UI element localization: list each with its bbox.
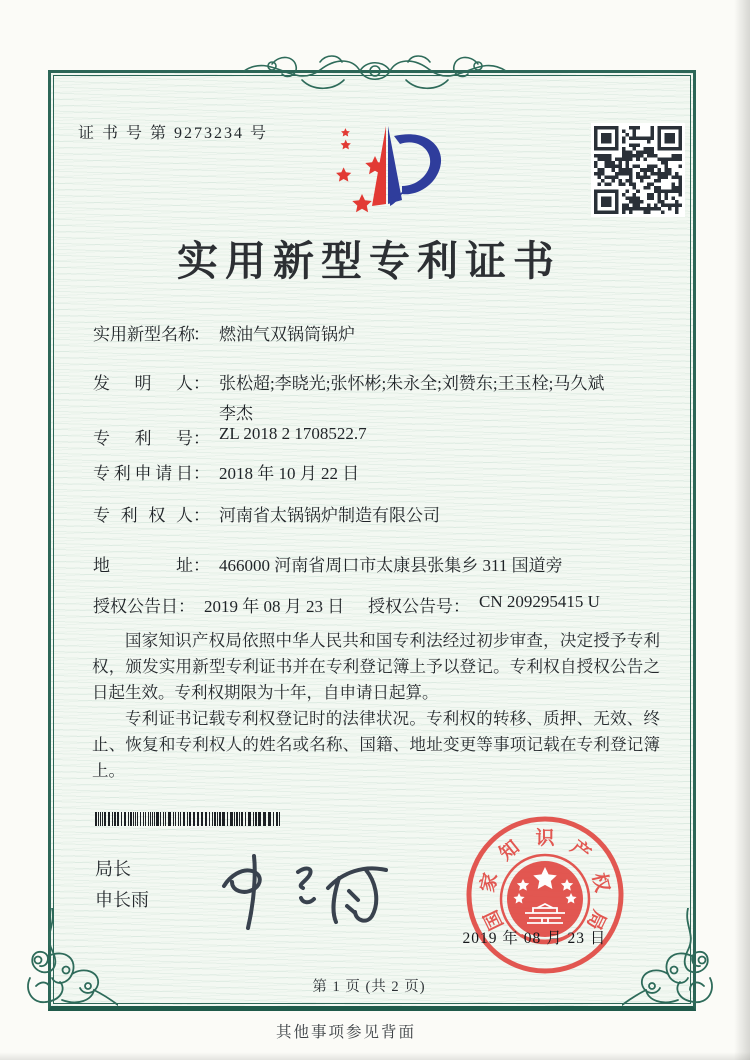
field-grant-date <box>93 592 344 617</box>
seal-ring-char: 国 <box>480 906 508 933</box>
colon: ： <box>193 429 210 448</box>
official-seal <box>463 813 627 977</box>
field-name-label: 实用新型名称 <box>93 325 195 344</box>
field-patentee-value: 河南省太锅锅炉制造有限公司 <box>219 506 440 525</box>
field-inventors-value: 张松超;李晓光;张怀彬;朱永全;刘赞东;王玉栓;马久斌 <box>219 374 605 393</box>
seal-ring-text <box>463 813 627 977</box>
field-patent-number <box>93 424 367 449</box>
field-grant-number <box>368 592 600 617</box>
field-name-value: 燃油气双锅筒锅炉 <box>219 325 355 344</box>
barcode <box>95 812 285 826</box>
qr-code <box>591 123 685 217</box>
director-name: 申长雨 <box>95 890 149 910</box>
field-filing-date-value: 2018 年 10 月 22 日 <box>219 464 360 483</box>
field-address-value: 466000 河南省周口市太康县张集乡 311 国道旁 <box>219 556 563 575</box>
barcode-box <box>95 812 285 831</box>
field-address <box>93 551 563 576</box>
seal-ring-char: 局 <box>582 906 610 933</box>
colon: ： <box>453 597 470 616</box>
field-patent-number-value: ZL 2018 2 1708522.7 <box>219 424 367 443</box>
corner-flourish-right <box>622 908 718 1012</box>
legal-paragraph-1: 国家知识产权局依照中华人民共和国专利法经过初步审查，决定授予专利权，颁发实用新型专利证书并在专利登记簿上予以登记。专利权自授权公告之日起生效。专利权期限为十年，自申请日起算。 <box>92 631 660 702</box>
field-inventors <box>93 369 604 424</box>
field-filing-date <box>93 459 359 484</box>
legal-text <box>92 628 660 784</box>
field-name <box>93 320 355 345</box>
certificate-number: 证 书 号 第 9273234 号 <box>78 125 269 142</box>
field-inventors-value-line2: 李杰 <box>219 404 253 423</box>
director-signature <box>198 836 398 936</box>
colon: ： <box>193 325 210 344</box>
director-block <box>95 854 149 916</box>
colon: ： <box>193 506 210 525</box>
director-title: 局长 <box>95 859 131 879</box>
field-grant-date-label: 授权公告日 <box>93 597 178 616</box>
field-grant-number-value: CN 209295415 U <box>479 592 600 611</box>
seal-ring-char: 权 <box>587 871 613 895</box>
colon: ： <box>178 597 195 616</box>
certificate-title: 实用新型专利证书 <box>177 238 561 284</box>
cnipa-logo <box>310 114 458 218</box>
field-patentee-label: 专利权人 <box>93 506 193 525</box>
seal-date: 2019 年 08 月 23 日 <box>462 930 607 947</box>
field-patentee <box>93 501 440 526</box>
colon: ： <box>193 374 210 393</box>
colon: ： <box>193 556 210 575</box>
top-ornament <box>242 40 508 102</box>
page-number: 第 1 页 (共 2 页) <box>312 979 426 995</box>
corner-flourish-left <box>22 908 118 1012</box>
colon: ： <box>193 464 210 483</box>
field-address-label: 地址 <box>93 556 193 575</box>
field-grant-number-label: 授权公告号 <box>368 597 453 616</box>
seal-ring-char: 识 <box>535 828 555 849</box>
field-filing-date-label: 专利申请日 <box>93 464 193 483</box>
field-patent-number-label: 专利号 <box>93 429 193 448</box>
field-grant-date-value: 2019 年 08 月 23 日 <box>204 597 345 616</box>
seal-ring-char: 产 <box>566 836 595 866</box>
back-note: 其他事项参见背面 <box>275 1024 416 1041</box>
seal-ring-char: 知 <box>495 836 524 866</box>
seal-ring-char: 家 <box>477 871 503 895</box>
field-inventors-label: 发明人 <box>93 374 193 393</box>
legal-paragraph-2: 专利证书记载专利权登记时的法律状况。专利权的转移、质押、无效、终止、恢复和专利权人的姓名或名称、国籍、地址变更等事项记载在专利登记簿上。 <box>92 709 660 780</box>
